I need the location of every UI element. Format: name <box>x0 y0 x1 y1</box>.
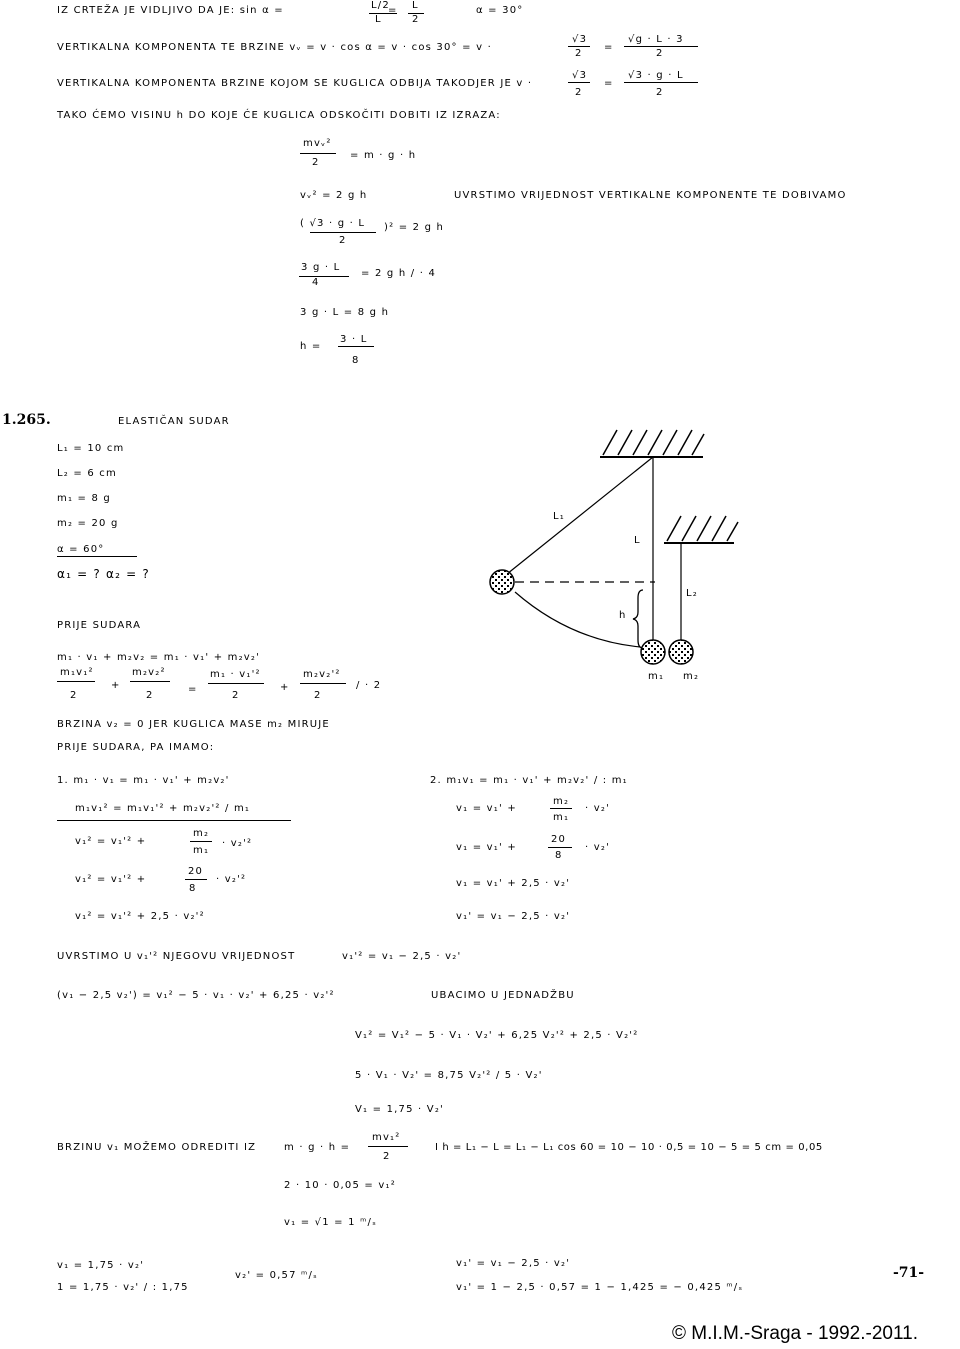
frac-den: 2 <box>575 87 583 98</box>
intro-line-1: IZ CRTEŽA JE VIDLJIVO DA JE: sin α = <box>57 5 284 16</box>
frac-den: 2 <box>70 690 78 701</box>
frac-den: 2 <box>575 48 583 59</box>
page-number: -71- <box>893 1265 925 1281</box>
equation: v₁² = v₁'² + <box>75 874 147 885</box>
momentum-equation: m₁ · v₁ + m₂v₂ = m₁ · v₁' + m₂v₂' <box>57 652 261 663</box>
fraction-bar <box>190 841 212 842</box>
equation: 1. m₁ · v₁ = m₁ · v₁' + m₂v₂' <box>57 775 230 786</box>
frac-num: m₂ <box>193 828 210 839</box>
frac-den: m₁ <box>553 812 570 823</box>
label-l: L <box>634 535 641 546</box>
frac-den: 8 <box>352 355 360 366</box>
frac-den: 2 <box>312 157 320 168</box>
fraction-bar <box>550 808 572 809</box>
equation: 2. m₁v₁ = m₁ · v₁' + m₂v₂' / : m₁ <box>430 775 628 786</box>
equation: = m · g · h <box>350 150 417 161</box>
label-l1: L₁ <box>553 511 565 522</box>
divider-line <box>57 820 291 821</box>
string-l1-deflected <box>502 457 653 578</box>
frac-num: 20 <box>551 834 567 845</box>
frac-num: L <box>412 0 419 11</box>
frac-num: m₂v₂² <box>132 667 166 678</box>
equation: v₁'² = v₁ − 2,5 · v₂' <box>342 951 462 962</box>
fraction-bar <box>300 683 346 684</box>
frac-den: 2 <box>656 48 664 59</box>
note: PRIJE SUDARA, PA IMAMO: <box>57 742 215 753</box>
fraction-bar <box>368 1146 408 1147</box>
ball-m2 <box>669 640 693 664</box>
equals: = <box>388 5 398 16</box>
label-m2: m₂ <box>683 671 700 682</box>
intro-line-2: VERTIKALNA KOMPONENTA TE BRZINE vᵥ = v · cos α = v · cos 30° = v · <box>57 42 492 53</box>
frac-den: 2 <box>314 690 322 701</box>
frac-num: √3 <box>572 70 588 81</box>
equation: · v₂'² <box>222 838 253 849</box>
alpha-value: α = 30° <box>476 5 524 16</box>
equation: V₁ = 1,75 · V₂' <box>355 1104 444 1115</box>
equation: m₁v₁² = m₁v₁'² + m₂v₂'² / m₁ <box>75 803 251 814</box>
frac-den: 2 <box>146 690 154 701</box>
label-l2: L₂ <box>686 588 698 599</box>
equation: v₁ = √1 = 1 ᵐ/ₛ <box>284 1217 378 1228</box>
frac-num: √3 <box>572 34 588 45</box>
frac-den: 2 <box>656 87 664 98</box>
frac-den: L <box>375 14 382 25</box>
frac-num: √3 · g · L <box>628 70 684 81</box>
equation: 2 · 10 · 0,05 = v₁² <box>284 1180 396 1191</box>
fraction-bar <box>208 683 264 684</box>
equation: v₁² = v₁'² + 2,5 · v₂'² <box>75 911 205 922</box>
equation: v₁² = v₁'² + <box>75 836 147 847</box>
frac-den: 2 <box>232 690 240 701</box>
equation: m · g · h = <box>284 1142 351 1153</box>
frac-den: 4 <box>312 277 320 288</box>
operator: = <box>188 684 198 695</box>
frac-num: mvᵥ² <box>303 138 332 149</box>
given-value: m₁ = 8 g <box>57 493 111 504</box>
equation: v₁' = 1 − 2,5 · 0,57 = 1 − 1,425 = − 0,425 ᵐ/ₛ <box>456 1282 744 1293</box>
given-value: α = 60° <box>57 544 105 555</box>
given-value: L₂ = 6 cm <box>57 468 117 479</box>
fraction-bar <box>130 681 170 682</box>
equation: (v₁ − 2,5 v₂') = v₁² − 5 · v₁ · v₂' + 6,25 · v₂'² <box>57 990 335 1001</box>
intro-line-3: VERTIKALNA KOMPONENTA BRZINE KOJOM SE KUGLICA ODBIJA TAKODJER JE v · <box>57 78 533 89</box>
frac-den: 2 <box>339 235 347 246</box>
note: UBACIMO U JEDNADŽBU <box>431 990 575 1001</box>
equation: v₁ = v₁' + <box>456 803 517 814</box>
equation: v₁ = v₁' + <box>456 842 517 853</box>
equals: = <box>604 78 614 89</box>
frac-num: 3 g · L <box>301 262 341 273</box>
equation: · v₂'² <box>216 874 247 885</box>
equation: h = <box>300 341 322 352</box>
frac-num: m₂ <box>553 796 570 807</box>
frac-num: m₂v₂'² <box>303 669 341 680</box>
frac-num: 20 <box>188 866 204 877</box>
note: UVRSTIMO VRIJEDNOST VERTIKALNE KOMPONENTE TE DOBIVAMO <box>454 190 847 201</box>
operation-note: / · 2 <box>356 680 382 691</box>
equation: )² = 2 g h <box>384 222 445 233</box>
frac-den: 2 <box>412 14 420 25</box>
copyright: © M.I.M.-Sraga - 1992.-2011. <box>672 1323 918 1344</box>
equation: 1 = 1,75 · v₂' / : 1,75 <box>57 1282 189 1293</box>
ball-m1-raised <box>490 570 514 594</box>
section-heading: PRIJE SUDARA <box>57 620 142 631</box>
problem-title: ELASTIČAN SUDAR <box>118 416 230 427</box>
equation: v₁ = v₁' + 2,5 · v₂' <box>456 878 571 889</box>
operator: + <box>280 682 290 693</box>
fraction-bar <box>57 681 95 682</box>
unknowns: α₁ = ? α₂ = ? <box>57 567 150 581</box>
equation: = 2 g h / · 4 <box>361 268 437 279</box>
equation: · v₂' <box>585 842 611 853</box>
equation: vᵥ² = 2 g h <box>300 190 368 201</box>
note: BRZINU v₁ MOŽEMO ODREDITI IZ <box>57 1142 257 1153</box>
ball-m1 <box>641 640 665 664</box>
equation: I h = L₁ − L = L₁ − L₁ cos 60 = 10 − 10 · 0,5 = 10 − 5 = 5 cm = 0,05 <box>435 1142 823 1153</box>
frac-den: m₁ <box>193 845 210 856</box>
label-m1: m₁ <box>648 671 665 682</box>
frac-den: 8 <box>555 850 563 861</box>
equation: v₂' = 0,57 ᵐ/ₛ <box>235 1270 318 1281</box>
operator: + <box>111 680 121 691</box>
given-value: L₁ = 10 cm <box>57 443 125 454</box>
equation: 5 · V₁ · V₂' = 8,75 V₂'² / 5 · V₂' <box>355 1070 543 1081</box>
frac-num: √g · L · 3 <box>628 34 684 45</box>
note: BRZINA v₂ = 0 JER KUGLICA MASE m₂ MIRUJE <box>57 719 330 730</box>
fraction-bar <box>185 879 207 880</box>
equation: v₁' = v₁ − 2,5 · v₂' <box>456 911 571 922</box>
frac-num: mv₁² <box>372 1132 401 1143</box>
note: UVRSTIMO U v₁'² NJEGOVU VRIJEDNOST <box>57 951 296 962</box>
frac-num: L/2 <box>371 0 390 11</box>
height-brace <box>633 590 643 648</box>
equation: V₁² = V₁² − 5 · V₁ · V₂' + 6,25 V₂'² + 2,5 · V₂'² <box>355 1030 639 1041</box>
frac-num: 3 · L <box>340 334 368 345</box>
problem-number: 1.265. <box>2 412 51 428</box>
frac-den: 2 <box>383 1151 391 1162</box>
frac-num: m₁ · v₁'² <box>210 669 261 680</box>
frac-num: m₁v₁² <box>60 667 94 678</box>
equation: v₁' = v₁ − 2,5 · v₂' <box>456 1258 571 1269</box>
fraction-bar <box>548 847 572 848</box>
given-value: m₂ = 20 g <box>57 518 119 529</box>
label-h: h <box>619 610 627 621</box>
equals: = <box>604 42 614 53</box>
frac-den: 8 <box>189 883 197 894</box>
frac-num: ( √3 · g · L <box>300 218 366 229</box>
intro-line-4: TAKO ĆEMO VISINU h DO KOJE ĆE KUGLICA ODSKOČITI DOBITI IZ IZRAZA: <box>57 110 501 121</box>
equation: · v₂' <box>585 803 611 814</box>
equation: 3 g · L = 8 g h <box>300 307 390 318</box>
equation: v₁ = 1,75 · v₂' <box>57 1260 145 1271</box>
